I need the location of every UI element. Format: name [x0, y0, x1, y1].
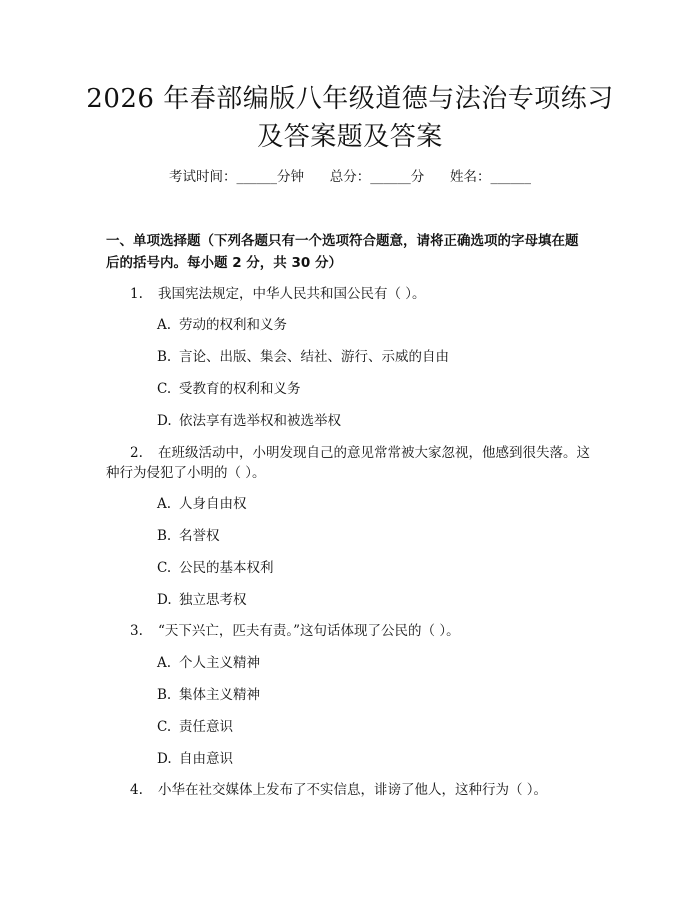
question-text: 小华在社交媒体上发布了不实信息，诽谤了他人，这种行为（ ）。	[158, 782, 548, 798]
question-text: “天下兴亡，匹夫有责。”这句话体现了公民的（ ）。	[158, 623, 460, 639]
document-title-line-2: 及答案题及答案	[257, 122, 443, 152]
question-text: 在班级活动中，小明发现自己的意见常常被大家忽视，他感到很失落。这	[158, 445, 590, 461]
option-text: 自由意识	[179, 751, 233, 767]
option-c	[157, 380, 301, 398]
option-b	[157, 527, 220, 545]
option-d	[157, 591, 247, 609]
option-a	[157, 495, 247, 513]
option-text: 依法享有选举权和被选举权	[179, 413, 341, 429]
option-letter: B.	[157, 349, 172, 365]
option-text: 受教育的权利和义务	[179, 381, 301, 397]
option-d	[157, 412, 341, 430]
option-text: 言论、出版、集会、结社、游行、示威的自由	[179, 349, 449, 365]
option-letter: C.	[157, 560, 172, 576]
option-letter: A.	[157, 317, 172, 333]
option-text: 责任意识	[179, 719, 233, 735]
option-text: 个人主义精神	[179, 655, 260, 671]
question-number: 1.	[130, 286, 143, 302]
option-text: 人身自由权	[179, 496, 247, 512]
option-c	[157, 718, 233, 736]
question-number: 2.	[130, 445, 143, 461]
option-letter: C.	[157, 719, 172, 735]
question-text: 我国宪法规定，中华人民共和国公民有（ ）。	[158, 286, 426, 302]
option-text: 公民的基本权利	[179, 560, 274, 576]
section-heading-line-1: 一、单项选择题（下列各题只有一个选项符合题意，请将正确选项的字母填在题	[106, 233, 579, 249]
option-letter: D.	[157, 592, 172, 608]
question-text-continued: 种行为侵犯了小明的（ ）。	[106, 465, 266, 481]
option-letter: C.	[157, 381, 172, 397]
option-letter: A.	[157, 655, 172, 671]
option-letter: B.	[157, 687, 172, 703]
option-a	[157, 654, 260, 672]
option-b	[157, 348, 449, 366]
document-title-line-1: 2026 年春部编版八年级道德与法治专项练习	[86, 84, 614, 114]
option-c	[157, 559, 274, 577]
option-letter: D.	[157, 413, 172, 429]
question-number: 4.	[130, 782, 143, 798]
section-heading-line-2: 后的括号内。每小题 2 分，共 30 分）	[106, 255, 342, 271]
option-letter: D.	[157, 751, 172, 767]
exam-info: 考试时间：______分钟 总分：______分 姓名：______	[169, 169, 531, 185]
option-text: 劳动的权利和义务	[179, 317, 287, 333]
option-a	[157, 316, 287, 334]
option-text: 名誉权	[179, 528, 220, 544]
option-letter: A.	[157, 496, 172, 512]
option-letter: B.	[157, 528, 172, 544]
option-text: 集体主义精神	[179, 687, 260, 703]
question-number: 3.	[130, 623, 143, 639]
option-b	[157, 686, 260, 704]
option-d	[157, 750, 233, 768]
option-text: 独立思考权	[179, 592, 247, 608]
